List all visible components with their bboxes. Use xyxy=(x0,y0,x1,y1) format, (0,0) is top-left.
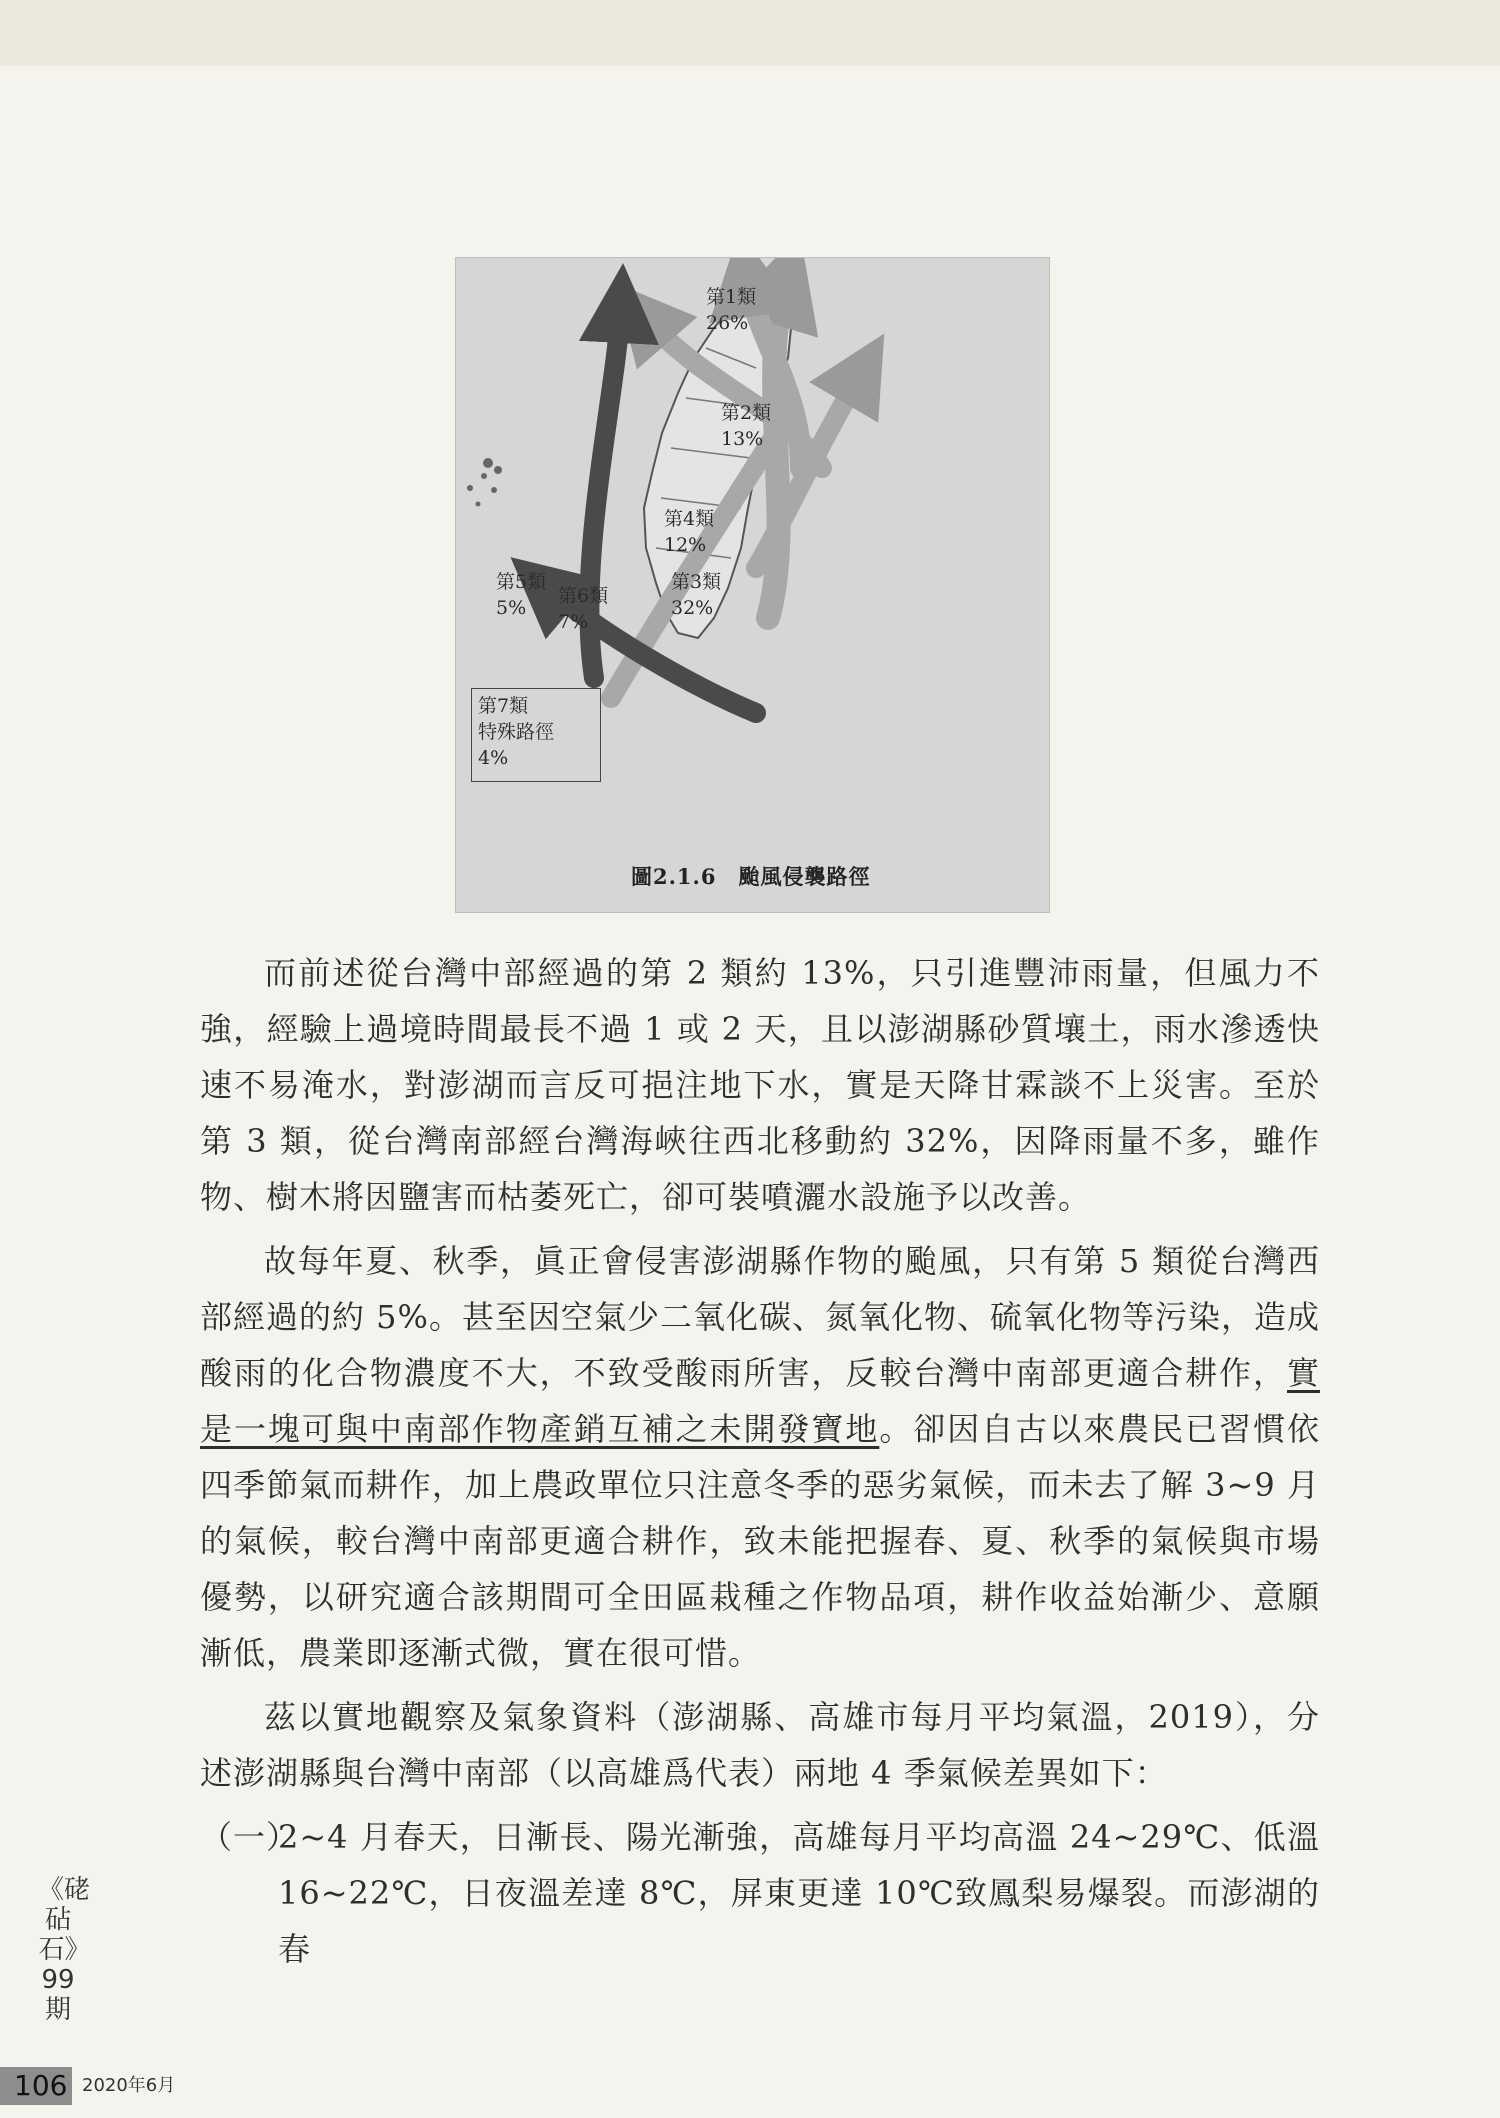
paragraph-2-part-a: 故每年夏、秋季，眞正會侵害澎湖縣作物的颱風，只有第 5 類從台灣西部經過的約 5%。甚至因空氣少二氧化碳、氮氧化物、硫氧化物等污染，造成酸雨的化合物濃度不大，不致受酸雨所害，反較台灣中南部更適合耕作， xyxy=(200,1242,1320,1392)
label-type2 xyxy=(721,400,771,452)
label-type7-line1: 第7類 xyxy=(478,695,529,717)
label-type3 xyxy=(671,569,721,621)
label-type3-pct: 32% xyxy=(671,597,714,619)
label-type2-name: 第2類 xyxy=(721,402,772,424)
paragraph-3: 茲以實地觀察及氣象資料（澎湖縣、高雄市每月平均氣溫，2019），分述澎湖縣與台灣中南部（以高雄爲代表）兩地 4 季氣候差異如下： xyxy=(200,1698,1320,1792)
label-type7-pct: 4% xyxy=(478,747,509,769)
label-type1-name: 第1類 xyxy=(706,286,757,308)
typhoon-path-figure xyxy=(455,257,1050,913)
paragraph-1: 而前述從台灣中部經過的第 2 類約 13%，只引進豐沛雨量，但風力不強，經驗上過境時間最長不過 1 或 2 天，且以澎湖縣砂質壤土，雨水滲透快速不易淹水，對澎湖而言反可挹注地下水，實是天降甘霖談不上災害。至於第 3 類，從台灣南部經台灣海峽往西北移動約 32%，因降雨量不多，雖作物、樹木將因鹽害而枯萎死亡，卻可裝噴灑水設施予以改善。 xyxy=(200,954,1320,1216)
paragraph-2 xyxy=(200,1233,1320,1681)
label-type3-name: 第3類 xyxy=(671,571,722,593)
label-type7-line2: 特殊路徑 xyxy=(478,721,555,743)
issue-date: 2020年6月 xyxy=(82,2075,176,2096)
paragraph-2-part-b: 。卻因自古以來農民已習慣依四季節氣而耕作，加上農政單位只注意冬季的惡劣氣候，而未去了解 3~9 月的氣候，較台灣中南部更適合耕作，致未能把握春、夏、秋季的氣候與市場優勢，以研究適合該期間可全田區栽種之作物品項，耕作收益始漸少、意願漸低，農業即逐漸式微，實在很可惜。 xyxy=(200,1410,1320,1672)
label-type5-name: 第5類 xyxy=(496,571,547,593)
penghu-islands xyxy=(467,458,502,507)
list-item-1-text: 2~4 月春天，日漸長、陽光漸強，高雄每月平均高溫 24~29℃、低溫 16~22℃，日夜溫差達 8℃，屏東更達 10℃致鳳梨易爆裂。而澎湖的春 xyxy=(278,1818,1320,1968)
label-type1-pct: 26% xyxy=(706,312,749,334)
page-number: 106 xyxy=(14,2069,68,2102)
figure-caption: 圖2.1.6 颱風侵襲路徑 xyxy=(631,864,871,889)
label-type4 xyxy=(664,506,714,558)
label-type6-name: 第6類 xyxy=(558,585,609,607)
list-item-1 xyxy=(200,1809,1320,1977)
label-type7 xyxy=(478,693,554,771)
label-type5 xyxy=(496,569,546,621)
list-item-1-marker: （一） xyxy=(200,1818,300,1856)
scan-top-band xyxy=(0,0,1500,66)
magazine-title-vertical: 《硓砧石》99期 xyxy=(38,1875,91,2025)
label-type2-pct: 13% xyxy=(721,428,764,450)
article-body xyxy=(200,945,1320,1977)
label-type4-name: 第4類 xyxy=(664,508,715,530)
label-type6 xyxy=(558,583,608,635)
label-type1 xyxy=(706,284,756,336)
label-type7-box xyxy=(471,688,601,782)
label-type6-pct: 7% xyxy=(558,611,589,633)
label-type4-pct: 12% xyxy=(664,534,707,556)
paragraph-2-underlined: 實是一塊可與中南部作物產銷互補之未開發寶地 xyxy=(200,1354,1320,1448)
label-type5-pct: 5% xyxy=(496,597,527,619)
